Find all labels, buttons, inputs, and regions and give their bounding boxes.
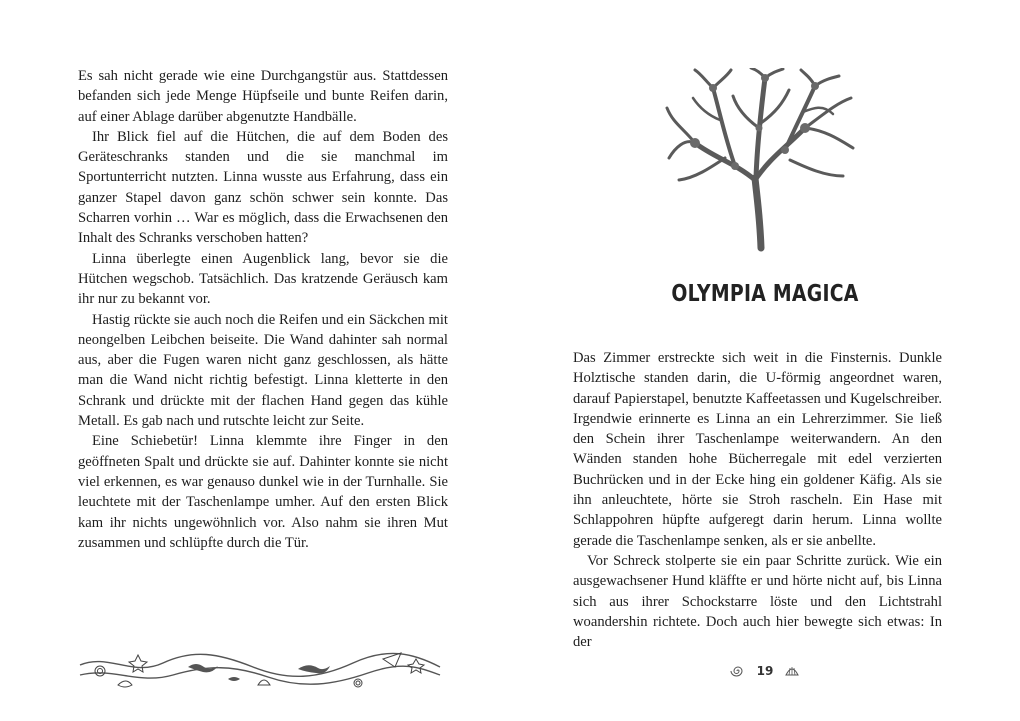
left-page-text bbox=[78, 66, 448, 553]
page-number: 19 bbox=[756, 663, 774, 678]
page-number-footer bbox=[510, 663, 1020, 678]
right-page-text bbox=[573, 348, 942, 652]
paragraph: Eine Schiebetür! Linna klemmte ihre Finger in den geöffneten Spalt und drückte sie auf. Dahinter konnte sie nicht viel erkennen, es war genauso dunkel wie in der Turnhalle. Sie leuchtete mit der Taschenlampe umher. Auf den ersten Blick kam ihr nichts ungewöhnlich vor. Also nahm sie ihren Mut zusammen und schlüpfte durch die Tür. bbox=[78, 433, 448, 551]
paragraph: Es sah nicht gerade wie eine Durchgangstür aus. Stattdessen befanden sich jede Menge Hüpfseile und bunte Reifen darin, auf einer Ablage darüber abgenutzte Handbälle. bbox=[78, 68, 448, 125]
paragraph: Ihr Blick fiel auf die Hütchen, die auf dem Boden des Geräteschranks standen und die sie manchmal im Sportunterricht nutzten. Linna wusste aus Erfahrung, dass ein ganzer Stapel davon ganz schön schwer sein konnte. Das Scharren vorhin … War es möglich, dass die Erwachsenen den Inhalt des Schranks verschoben hatten? bbox=[78, 128, 448, 247]
seaweed-border-ornament bbox=[78, 645, 443, 695]
scallop-shell-icon bbox=[784, 665, 800, 677]
spiral-shell-icon bbox=[730, 665, 746, 677]
paragraph: Linna überlegte einen Augenblick lang, bevor sie die Hütchen wegschob. Tatsächlich. Das kratzende Geräusch kam ihr nur zu bekannt vor. bbox=[78, 250, 448, 308]
paragraph: Das Zimmer erstreckte sich weit in die Finsternis. Dunkle Holztische standen darin, die U-förmig angeordnet waren, darauf Papierstapel, benutzte Kaffeetassen und Kugelschreiber. Irgendwie erinnerte es Linna an ein Lehrerzimmer. Sie ließ den Schein ihrer Taschenlampe weiterwandern. An den Wänden standen hohe Bücherregale mit edel verzierten Buchrücken und in der Ecke hing ein goldener Käfig. Als sie ihn anleuchtete, hörte sie Stroh rascheln. Ein Hase mit Schlappohren hüpfte aufgeregt darin herum. Linna wollte gerade die Taschenlampe senken, als er sie anbellte. bbox=[573, 350, 942, 549]
paragraph: Vor Schreck stolperte sie ein paar Schritte zurück. Wie ein ausgewachsener Hund kläffte er und hörte nicht auf, bis Linna sich aus ihrer Schockstarre löste und den Lichtstrahl woandershin richtete. Doch auch hier bewegte sich etwas: In der bbox=[573, 552, 942, 651]
right-page bbox=[510, 0, 1020, 721]
coral-illustration bbox=[665, 68, 857, 252]
chapter-title: OLYMPIA MAGICA bbox=[671, 281, 859, 307]
paragraph: Hastig rückte sie auch noch die Reifen und ein Säckchen mit neongelben Leibchen beiseite. Die Wand dahinter sah normal aus, aber die Fugen waren nicht ganz geschlossen, als hätte man die Wand nicht richtig befestigt. Linna kletterte in den Schrank und drückte mit der flachen Hand gegen das kühle Metall. Es gab nach und rutschte leicht zur Seite. bbox=[78, 311, 448, 430]
